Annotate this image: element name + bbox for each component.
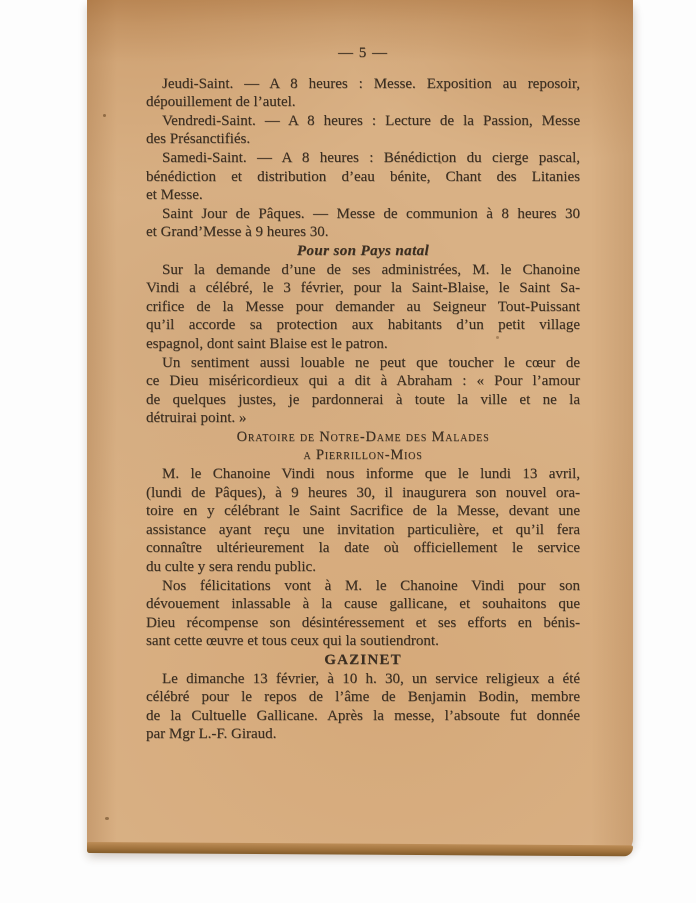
text-line: Dieu récompense son désintéressement et ses efforts en bénis-: [146, 614, 580, 631]
text-line: Nos félicitations vont à M. le Chanoine Vindi pour son: [162, 577, 580, 594]
paragraph: [146, 354, 580, 428]
paragraph: [146, 112, 580, 149]
text-line: Saint Jour de Pâques. — Messe de communion à 8 heures 30: [162, 205, 580, 222]
paper-speck: [103, 114, 106, 117]
text-line: ce Dieu miséricordieux qui a dit à Abraham : « Pour l’amour: [146, 373, 580, 390]
text-line: toire en y célébrant le Saint Sacrifice de la Messe, devant une: [146, 503, 580, 520]
text-line: GAZINET: [324, 652, 402, 668]
page-bottom-edge: [87, 842, 633, 856]
paragraph: [146, 577, 580, 651]
text-line: du culte y sera rendu public.: [146, 559, 316, 576]
page-number: — 5 —: [338, 45, 388, 61]
scanned-page: [87, 0, 633, 853]
paragraph: [146, 75, 580, 112]
text-line: sant cette œuvre et tous ceux qui la soutiendront.: [146, 633, 439, 650]
text-line: espagnol, dont saint Blaise est le patron.: [146, 335, 388, 352]
text-line: et Messe.: [146, 187, 203, 204]
paragraph: [146, 465, 580, 577]
text-line: Jeudi-Saint. — A 8 heures : Messe. Exposition au reposoir,: [162, 75, 580, 92]
text-line: Le dimanche 13 février, à 10 h. 30, un service religieux a été: [162, 670, 580, 687]
text-line: et Grand’Messe à 9 heures 30.: [146, 224, 329, 241]
text-line: Un sentiment aussi louable ne peut que toucher le cœur de: [162, 354, 580, 371]
paragraph: [146, 261, 580, 354]
text-line: assistance ayant reçu une invitation particulière, et qu’il fera: [146, 521, 580, 538]
text-line: M. le Chanoine Vindi nous informe que le lundi 13 avril,: [162, 466, 580, 483]
paragraph: [146, 670, 580, 744]
text-line: Pour son Pays natal: [296, 242, 430, 259]
text-line: a Pierrillon-Mios: [303, 447, 423, 464]
section-heading: [146, 242, 580, 261]
text-line: Oratoire de Notre-Dame des Malades: [236, 428, 490, 445]
text-line: des Présanctifiés.: [146, 131, 251, 148]
text-line: détruirai point. »: [146, 410, 247, 427]
text-line: crifice de la Messe pour demander au Seigneur Tout-Puissant: [146, 298, 580, 315]
text-line: de quelques justes, je pardonnerai à toute la ville et ne la: [146, 391, 580, 408]
text-column: [146, 0, 580, 744]
paragraph: [146, 205, 580, 242]
text-line: connaître ultérieurement la date où officiellement le service: [146, 540, 580, 557]
text-line: (lundi de Pâques), à 9 heures 30, il inaugurera son nouvel ora-: [146, 484, 580, 501]
text-line: qu’il accorde sa protection aux habitants d’un petit village: [146, 317, 580, 334]
paper-speck: [105, 817, 109, 820]
text-line: célébré pour le repos de l’âme de Benjamin Bodin, membre: [146, 689, 580, 706]
text-line: Samedi-Saint. — A 8 heures : Bénédiction du cierge pascal,: [162, 149, 580, 166]
text-line: bénédiction et distribution d’eau bénite, Chant des Litanies: [146, 168, 580, 185]
text-line: dévouement inlassable à la cause gallicane, et souhaitons que: [146, 596, 580, 613]
paragraph: [146, 149, 580, 205]
text-line: par Mgr L.-F. Giraud.: [146, 726, 277, 743]
text-line: de la Cultuelle Gallicane. Après la messe, l’absoute fut donnée: [146, 707, 580, 724]
text-line: Sur la demande d’une de ses administrées, M. le Chanoine: [162, 261, 580, 278]
text-line: Vendredi-Saint. — A 8 heures : Lecture de la Passion, Messe: [162, 112, 580, 129]
section-heading: [146, 651, 580, 670]
section-heading: [146, 428, 580, 465]
text-line: Vindi a célébré, le 3 février, pour la Saint-Blaise, le Saint Sa-: [146, 280, 580, 297]
text-line: dépouillement de l’autel.: [146, 94, 296, 111]
